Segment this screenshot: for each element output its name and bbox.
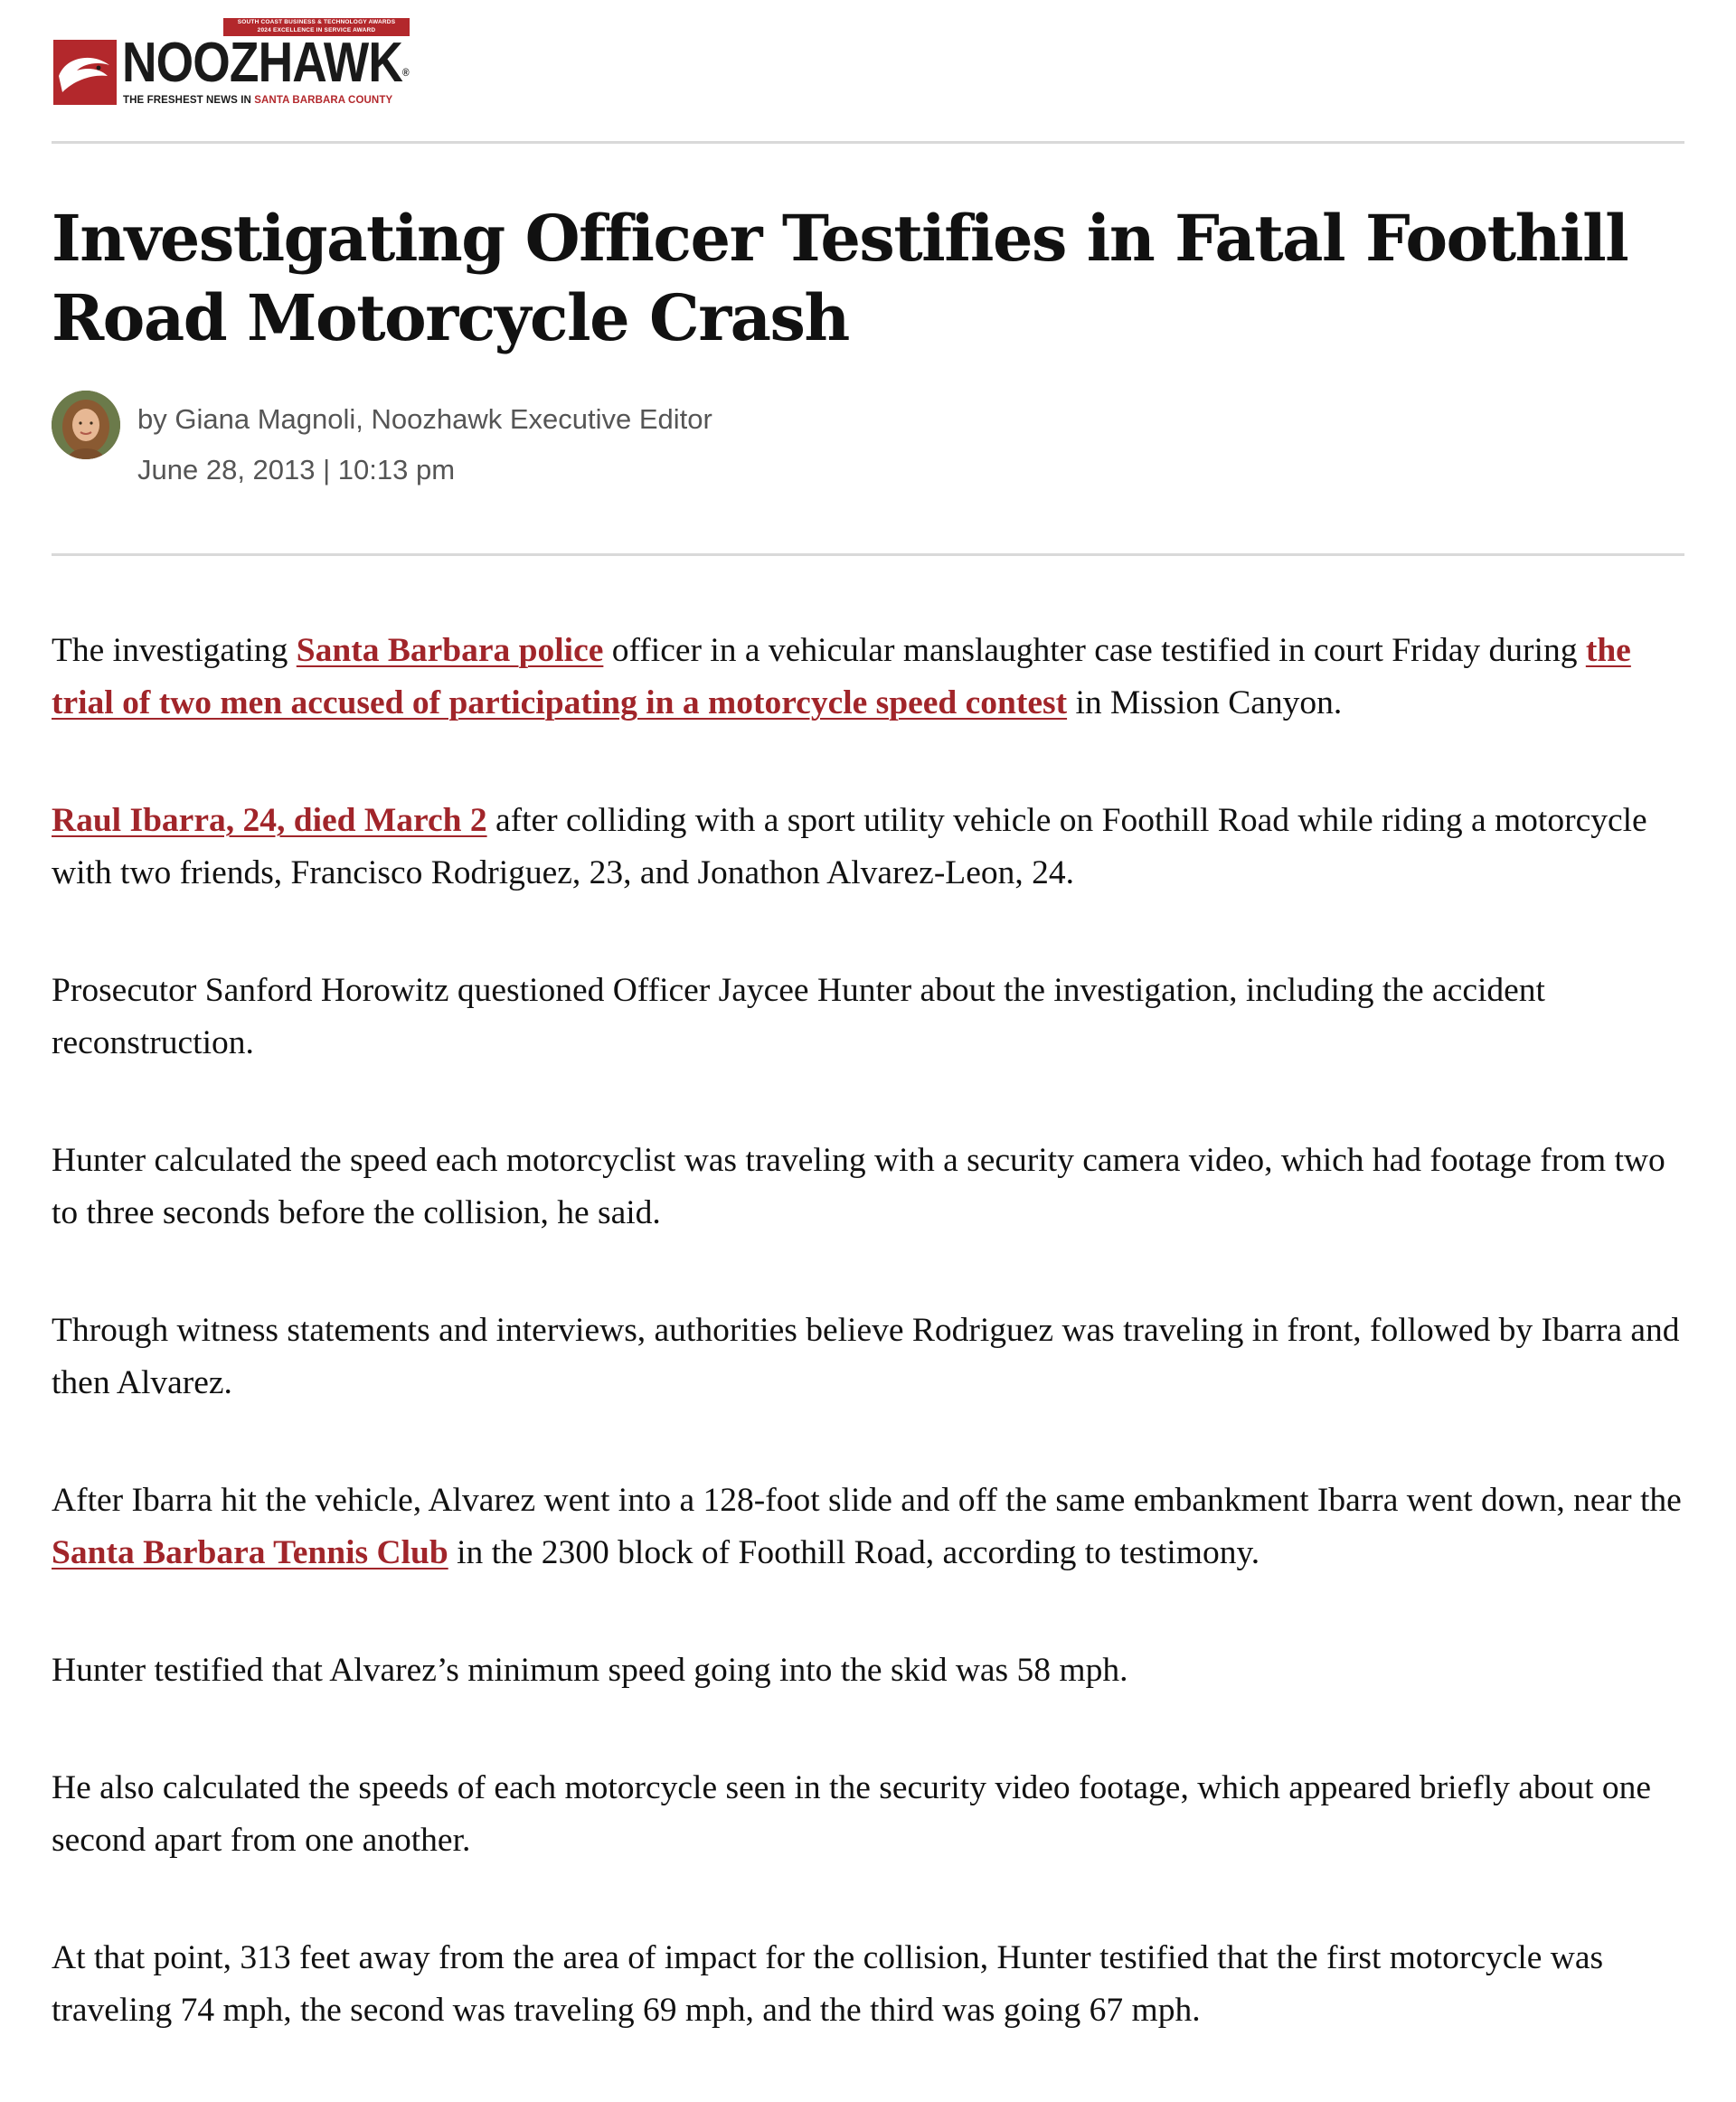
paragraph [52,795,1684,900]
paragraph-text: After Ibarra hit the vehicle, Alvarez went into a 128-foot slide and off the same embankment Ibarra went down, near the [52,1482,1682,1519]
paragraph-text: The investigating [52,632,297,669]
byline-divider [52,553,1684,556]
paragraph-text: in Mission Canyon. [1067,684,1343,721]
paragraph: Hunter calculated the speed each motorcyclist was traveling with a security camera video, which had footage from two to three seconds before the collision, he said. [52,1142,1665,1231]
paragraph: Prosecutor Sanford Horowitz questioned Officer Jaycee Hunter about the investigation, including the accident reconstruction. [52,972,1545,1061]
article-body [52,625,1684,2102]
inline-link-raul-ibarra[interactable]: Raul Ibarra, 24, died March 2 [52,802,487,839]
header-divider [52,141,1684,144]
paragraph-text: officer in a vehicular manslaughter case testified in court Friday during [603,632,1586,669]
tagline-accent: SANTA BARBARA COUNTY [254,95,393,106]
paragraph [52,1475,1684,1579]
tagline-prefix: THE FRESHEST NEWS IN [123,95,255,106]
paragraph-text: after colliding with a sport utility vehicle on Foothill Road while riding a motorcycle with two friends, Francisco Rodriguez, 23, and Jonathon Alvarez-Leon, 24. [52,802,1647,891]
paragraph-text: in the 2300 block of Foothill Road, according to testimony. [448,1534,1260,1571]
paragraph: Hunter testified that Alvarez’s minimum speed going into the skid was 58 mph. [52,1652,1128,1689]
article-dateline: June 28, 2013 | 10:13 pm [137,454,456,485]
inline-link-trial[interactable]: the trial of two men accused of participating in a motorcycle speed contest [52,632,1631,721]
paragraph: He also calculated the speeds of each motorcycle seen in the security video footage, which appeared briefly about one second apart from one another. [52,1769,1652,1859]
award-line-2: 2024 EXCELLENCE IN SERVICE AWARD [257,26,376,33]
paragraph: At that point, 313 feet away from the area of impact for the collision, Hunter testified that the first motorcycle was traveling 74 mph, the second was traveling 69 mph, and the third was going 67 mph. [52,1939,1604,2029]
inline-link-tennis-club[interactable]: Santa Barbara Tennis Club [52,1534,448,1571]
award-line-1: SOUTH COAST BUSINESS & TECHNOLOGY AWARDS [237,19,396,25]
author-avatar[interactable] [52,391,120,459]
paragraph: Through witness statements and interviews, authorities believe Rodriguez was traveling in front, followed by Ibarra and then Alvarez. [52,1312,1680,1401]
paragraph [52,625,1684,730]
site-name: NOOZHAWK [122,32,403,94]
site-tagline [123,95,392,106]
article-headline: Investigating Officer Testifies in Fatal Foothill Road Motorcycle Crash [52,201,1628,355]
inline-link-santa-barbara-police[interactable]: Santa Barbara police [296,632,604,669]
hawk-logo-icon [53,40,117,105]
trademark-symbol: ® [402,66,409,79]
site-wordmark [122,34,409,92]
site-logo[interactable] [52,18,431,108]
article-byline[interactable]: by Giana Magnoli, Noozhawk Executive Editor [137,403,712,435]
